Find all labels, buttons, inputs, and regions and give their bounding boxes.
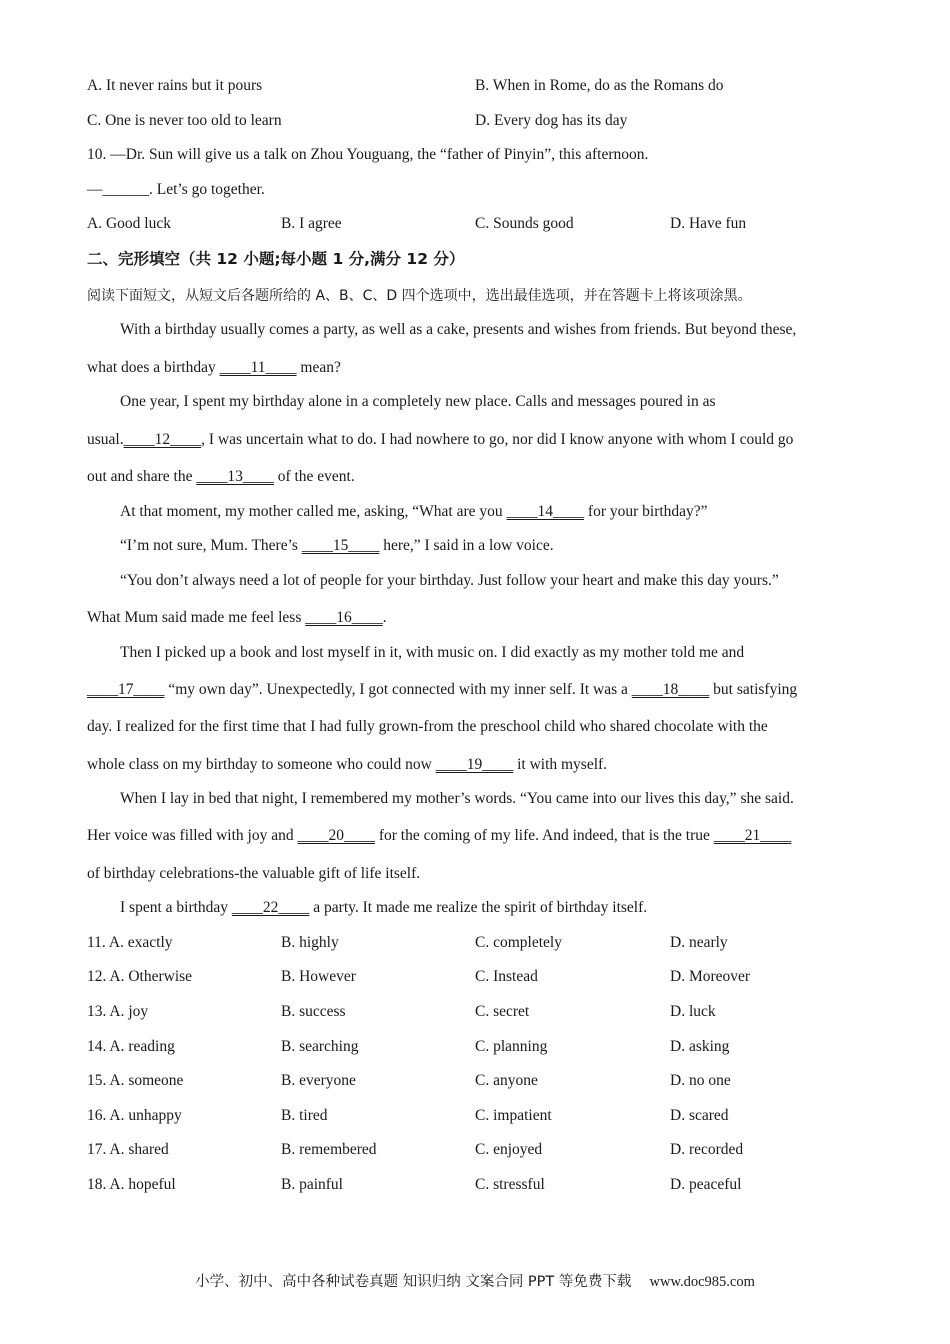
passage-text: but satisfying [709, 681, 798, 698]
blank-13: ____13____ [196, 468, 274, 485]
passage-line: of birthday celebrations-the valuable gift of life itself. [87, 865, 421, 882]
option-16-c: C. impatient [475, 1107, 552, 1124]
passage-text: What Mum said made me feel less [87, 609, 306, 626]
option-14-b: B. searching [281, 1038, 359, 1055]
section-instruction: 阅读下面短文，从短文后各题所给的 A、B、C、D 四个选项中，选出最佳选项，并在答题卡上将该项涂黑。 [87, 288, 752, 304]
blank-22: ____22____ [231, 899, 310, 916]
passage-line [87, 755, 607, 775]
option-15-b: B. everyone [281, 1072, 356, 1089]
passage-line [87, 358, 341, 378]
passage-text: a party. It made me realize the spirit of birthday itself. [309, 899, 648, 916]
blank-12: ____12____ [123, 431, 202, 448]
passage-line [87, 608, 387, 628]
blank-20: ____20____ [297, 827, 375, 844]
blank-11: ____11____ [219, 359, 297, 376]
q10-reply-rest: . Let’s go together. [149, 181, 265, 198]
passage-line [87, 826, 791, 846]
blank-19: ____19____ [435, 756, 514, 773]
passage-text: for your birthday?” [584, 503, 708, 520]
option-14-c: C. planning [475, 1038, 548, 1055]
blank-14: ____14____ [506, 503, 585, 520]
q9-option-b: B. When in Rome, do as the Romans do [475, 77, 724, 94]
passage-line: When I lay in bed that night, I remembered my mother’s words. “You came into our lives this day,” she said. [120, 790, 794, 807]
q10-option-a: A. Good luck [87, 215, 171, 232]
passage-text: whole class on my birthday to someone who could now [87, 756, 436, 773]
passage-line [120, 502, 708, 522]
passage-line [87, 680, 797, 700]
option-14-d: D. asking [670, 1038, 730, 1055]
q9-option-c: C. One is never too old to learn [87, 112, 282, 129]
passage-line: Then I picked up a book and lost myself in it, with music on. I did exactly as my mother told me and [120, 644, 745, 661]
section-heading: 二、完形填空（共 12 小题;每小题 1 分,满分 12 分） [87, 250, 465, 268]
passage-line: One year, I spent my birthday alone in a completely new place. Calls and messages poured in as [120, 393, 716, 410]
passage-text: of the event. [273, 468, 355, 485]
option-18-d: D. peaceful [670, 1176, 742, 1193]
option-12-a: 12. A. Otherwise [87, 968, 193, 985]
passage-line [87, 430, 793, 450]
passage-line: With a birthday usually comes a party, as well as a cake, presents and wishes from friends. But beyond these, [120, 321, 797, 338]
option-13-c: C. secret [475, 1003, 530, 1020]
blank-16: ____16____ [305, 609, 383, 626]
footer-url[interactable]: www.doc985.com [649, 1274, 755, 1290]
option-15-a: 15. A. someone [87, 1072, 184, 1089]
q10-option-c: C. Sounds good [475, 215, 574, 232]
blank-15: ____15____ [301, 537, 380, 554]
option-16-d: D. scared [670, 1107, 729, 1124]
option-14-a: 14. A. reading [87, 1038, 175, 1055]
q10-option-d: D. Have fun [670, 215, 747, 232]
passage-text: mean? [296, 359, 341, 376]
passage-line: “You don’t always need a lot of people for your birthday. Just follow your heart and make this day yours.” [120, 572, 779, 589]
passage-text: for the coming of my life. And indeed, that is the true [374, 827, 714, 844]
blank-17: ____17____ [87, 681, 165, 698]
option-17-a: 17. A. shared [87, 1141, 169, 1158]
q10-option-b: B. I agree [281, 215, 342, 232]
option-11-d: D. nearly [670, 934, 728, 951]
option-12-b: B. However [281, 968, 356, 985]
q9-option-d: D. Every dog has its day [475, 112, 628, 129]
option-16-b: B. tired [281, 1107, 328, 1124]
passage-text: I spent a birthday [120, 899, 232, 916]
option-13-d: D. luck [670, 1003, 716, 1020]
option-12-c: C. Instead [475, 968, 538, 985]
option-13-b: B. success [281, 1003, 346, 1020]
passage-line [120, 536, 554, 556]
option-18-a: 18. A. hopeful [87, 1176, 176, 1193]
q10-reply-blank: ______ [102, 181, 149, 198]
passage-line: day. I realized for the first time that I had fully grown-from the preschool child who shared chocolate with the [87, 718, 768, 735]
passage-text: At that moment, my mother called me, asking, “What are you [120, 503, 507, 520]
option-11-b: B. highly [281, 934, 339, 951]
q10-stem: 10. —Dr. Sun will give us a talk on Zhou Youguang, the “father of Pinyin”, this afternoon. [87, 146, 649, 163]
passage-line [87, 467, 355, 487]
option-17-b: B. remembered [281, 1141, 377, 1158]
passage-text: here,” I said in a low voice. [379, 537, 554, 554]
passage-text: “I’m not sure, Mum. There’s [120, 537, 302, 554]
option-17-d: D. recorded [670, 1141, 744, 1158]
option-15-c: C. anyone [475, 1072, 538, 1089]
passage-text: . [382, 609, 387, 626]
passage-text: Her voice was filled with joy and [87, 827, 298, 844]
option-16-a: 16. A. unhappy [87, 1107, 182, 1124]
passage-text: usual. [87, 431, 124, 448]
blank-21: ____21____ [713, 827, 792, 844]
q10-reply-dash: — [87, 181, 103, 198]
footer-text: 小学、初中、高中各种试卷真题 知识归纳 文案合同 PPT 等免费下载 [195, 1274, 632, 1290]
passage-text: what does a birthday [87, 359, 220, 376]
blank-18: ____18____ [631, 681, 710, 698]
q10-reply [87, 180, 265, 200]
passage-line [120, 898, 647, 918]
option-11-c: C. completely [475, 934, 562, 951]
passage-text: “my own day”. Unexpectedly, I got connected with my inner self. It was a [164, 681, 632, 698]
option-12-d: D. Moreover [670, 968, 751, 985]
option-18-c: C. stressful [475, 1176, 545, 1193]
page-footer [0, 1270, 950, 1291]
q9-option-a: A. It never rains but it pours [87, 77, 263, 94]
option-18-b: B. painful [281, 1176, 343, 1193]
option-15-d: D. no one [670, 1072, 731, 1089]
option-11-a: 11. A. exactly [87, 934, 173, 951]
passage-text: , I was uncertain what to do. I had nowhere to go, nor did I know anyone with whom I could go [201, 431, 794, 448]
passage-text: it with myself. [513, 756, 608, 773]
option-13-a: 13. A. joy [87, 1003, 149, 1020]
passage-text: out and share the [87, 468, 197, 485]
option-17-c: C. enjoyed [475, 1141, 543, 1158]
